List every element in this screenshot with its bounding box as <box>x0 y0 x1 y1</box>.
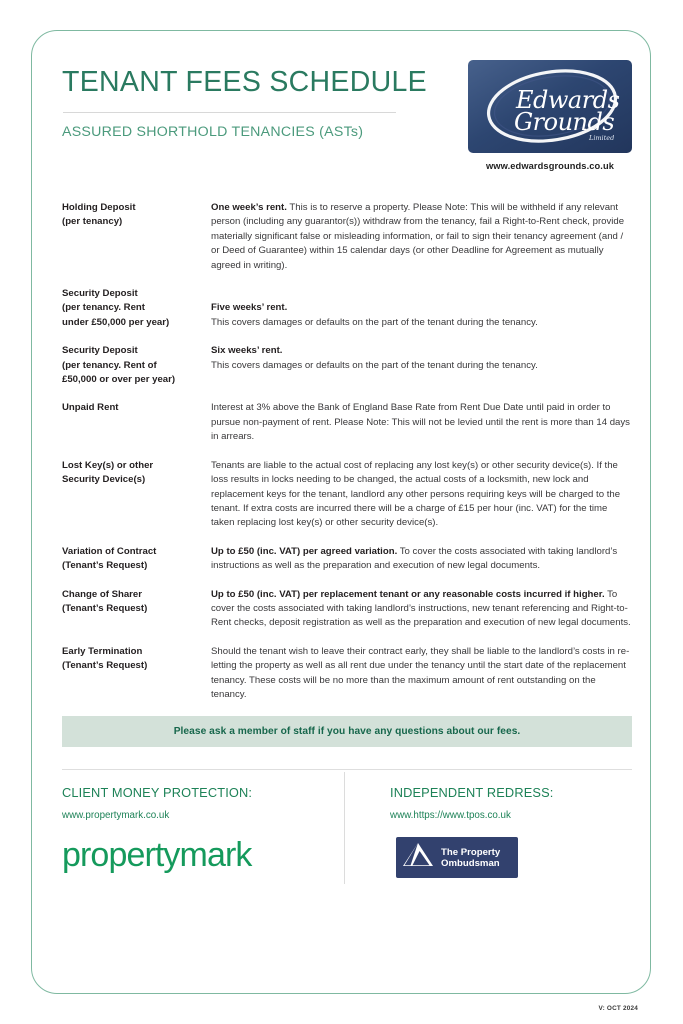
fee-label <box>62 545 211 574</box>
fee-body: Tenants are liable to the actual cost of replacing any lost key(s) or other security device(s). If the loss results in locks needing to be changed, the actual costs of a locksmith, new lock and replacement keys for the tenant, landlord any other persons requiring keys will be charged to the tenant. If extra costs are incurred there will be a charge of £15 per hour (inc. VAT) for the time taken replacing lost key(s) or other security device(s). <box>211 459 621 529</box>
tpos-link[interactable]: www.https://www.tpos.co.uk <box>390 810 511 822</box>
fee-label <box>62 287 211 330</box>
version-label: V: OCT 2024 <box>598 1005 638 1012</box>
fee-body: Should the tenant wish to leave their contract early, they shall be liable to the landlord’s costs in re-letting the property as well as all rent due under the tenancy until the start date of the replacement tenancy. These costs will be no more than the maximum amount of rent outstanding on the tenancy. <box>211 645 630 700</box>
fee-label <box>62 588 211 617</box>
brand-website: www.edwardsgrounds.co.uk <box>485 161 615 171</box>
redress-heading: INDEPENDENT REDRESS: <box>390 785 554 801</box>
svg-text:Edwards: Edwards <box>516 86 620 114</box>
fee-label-line3: under £50,000 per year) <box>62 316 170 328</box>
fee-description <box>211 287 632 330</box>
fee-row <box>62 344 632 387</box>
page-title: TENANT FEES SCHEDULE <box>62 66 427 98</box>
fee-row <box>62 545 632 574</box>
fee-description <box>211 401 632 444</box>
fee-lead: Up to £50 (inc. VAT) per replacement tenant or any reasonable costs incurred if higher. <box>211 588 605 600</box>
fee-label-line1: Change of Sharer <box>62 588 142 600</box>
fee-label <box>62 344 211 387</box>
fee-body: To cover the costs associated with taking landlord’s instructions, new tenant referencing and Right-to-Rent checks, deposit registration as well as the preparation and execution of new legal documents. <box>211 588 631 629</box>
ombudsman-line2: Ombudsman <box>441 857 500 869</box>
fee-label-line1: Security Deposit <box>62 345 138 357</box>
document-content <box>62 60 632 897</box>
questions-banner <box>62 716 632 747</box>
fee-label-line2: (Tenant’s Request) <box>62 660 148 672</box>
fee-row <box>62 588 632 631</box>
cmp-heading: CLIENT MONEY PROTECTION: <box>62 785 253 801</box>
svg-text:Limited: Limited <box>589 134 615 142</box>
fee-description <box>211 344 632 373</box>
fee-description <box>211 459 632 531</box>
svg-text:Grounds: Grounds <box>514 108 615 136</box>
brand-logo-block <box>468 60 632 171</box>
fee-label-line1: Security Deposit <box>62 288 138 300</box>
fee-label-line1: Holding Deposit <box>62 202 136 213</box>
fee-row <box>62 459 632 531</box>
property-ombudsman-logo <box>396 837 518 878</box>
client-money-protection-section <box>62 785 344 897</box>
fee-body: To cover the costs associated with taking landlord’s instructions as well as the preparation and execution of new legal documents. <box>211 545 618 572</box>
fee-label-line1: Variation of Contract <box>62 545 157 557</box>
footer-divider-horizontal <box>62 769 632 770</box>
fee-label <box>62 401 211 415</box>
ombudsman-triangle-icon <box>402 840 436 875</box>
title-divider <box>63 112 396 113</box>
document-header <box>62 60 632 185</box>
fee-body: Interest at 3% above the Bank of England Base Rate from Rent Due Date until paid in order to pursue non-payment of rent. Please Note: This will not be levied until the rent is more than 14 days in arrears. <box>211 402 630 443</box>
fee-label <box>62 459 211 488</box>
fee-label <box>62 201 211 230</box>
fee-label-line1: Lost Key(s) or other <box>62 459 154 471</box>
ombudsman-line1: The Property <box>441 846 501 858</box>
fee-body: This is to reserve a property. Please Note: This will be withheld if any relevant person (including any guarantor(s)) withdraw from the tenancy, fail a Right-to-Rent check, provide materially significant false or misleading information, or fail to sign their tenancy agreement (and / or Deed of Guarantee) within 15 calendar days (or other Deadline for Agreement as mutually agreed in writing). <box>211 202 625 271</box>
fee-description <box>211 588 632 631</box>
fee-label-line1: Early Termination <box>62 645 143 657</box>
fee-label <box>62 645 211 674</box>
fee-label-line2: Security Device(s) <box>62 474 146 486</box>
fee-lead: One week’s rent. <box>211 202 287 213</box>
fee-label-line2: (per tenancy) <box>62 216 123 228</box>
fees-table <box>62 201 632 702</box>
fee-lead: Six weeks’ rent. <box>211 345 283 357</box>
fee-label-line2: (Tenant’s Request) <box>62 560 148 572</box>
banner-text: Please ask a member of staff if you have any questions about our fees. <box>173 726 521 738</box>
propertymark-link[interactable]: www.propertymark.co.uk <box>62 810 170 822</box>
fee-description <box>211 201 632 273</box>
fee-body: This covers damages or defaults on the part of the tenant during the tenancy. <box>211 316 538 328</box>
fee-label-line2: (per tenancy. Rent of <box>62 359 157 371</box>
page-subtitle: ASSURED SHORTHOLD TENANCIES (ASTs) <box>62 124 364 140</box>
fee-label-line2: (per tenancy. Rent <box>62 302 145 314</box>
fee-label-line3: £50,000 or over per year) <box>62 374 176 386</box>
fee-description <box>211 545 632 574</box>
fee-label-line1: Unpaid Rent <box>62 402 119 414</box>
fee-lead: Five weeks’ rent. <box>211 302 288 314</box>
ombudsman-logo-text <box>441 847 500 869</box>
document-footer <box>62 785 632 897</box>
edwards-grounds-logo <box>468 60 632 153</box>
fee-lead: Up to £50 (inc. VAT) per agreed variation. <box>211 545 398 557</box>
fee-row <box>62 287 632 330</box>
fee-label-line2: (Tenant’s Request) <box>62 602 148 614</box>
fee-description <box>211 645 632 703</box>
fee-row <box>62 201 632 273</box>
independent-redress-section <box>344 785 632 897</box>
fee-row <box>62 401 632 444</box>
fee-body: This covers damages or defaults on the part of the tenant during the tenancy. <box>211 359 538 371</box>
fee-row <box>62 645 632 703</box>
propertymark-logo: propertymark <box>62 836 252 875</box>
